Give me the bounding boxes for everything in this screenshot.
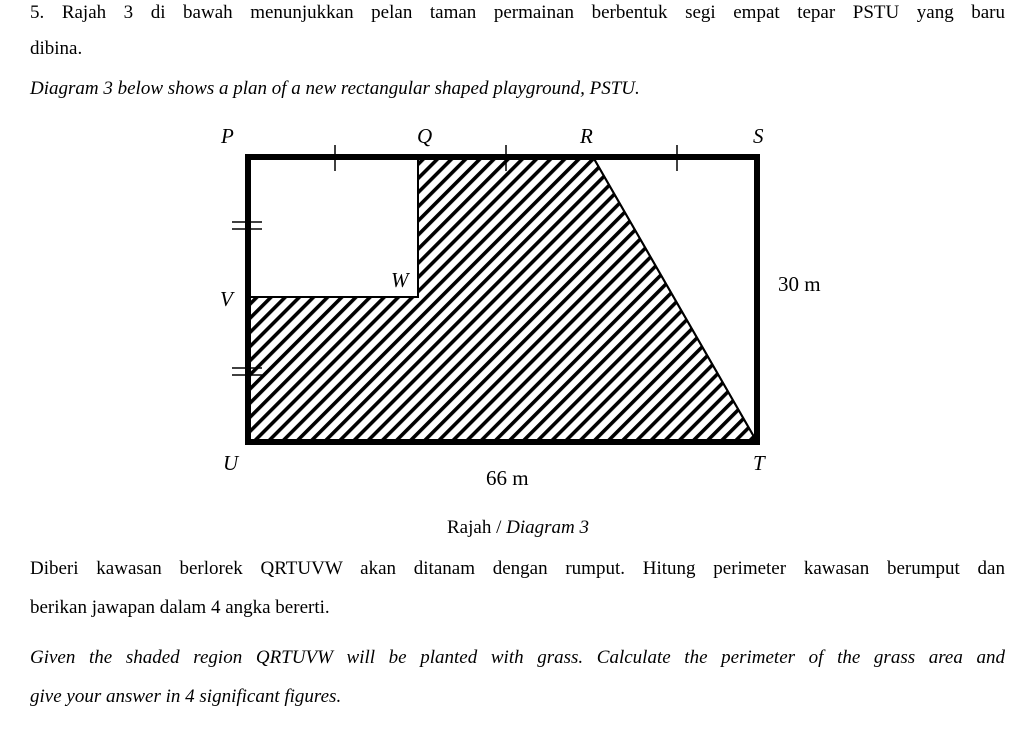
instruction-english-line-2: give your answer in 4 significant figures. [30,686,342,707]
question-malay-line-2: dibina. [30,38,83,59]
question-english: Diagram 3 below shows a plan of a new rectangular shaped playground, PSTU. [30,78,640,99]
shaded-region-qrtuvw [248,157,757,442]
label-r: R [580,124,593,148]
diagram-caption [0,516,1036,540]
instruction-english-line-1: Given the shaded region QRTUVW will be planted with grass. Calculate the perimeter of the grass area and [30,647,1005,668]
label-s: S [753,124,764,148]
instruction-malay-line-2: berikan jawapan dalam 4 angka bererti. [30,597,330,618]
label-u: U [223,451,239,475]
label-q: Q [417,124,433,148]
label-v: V [220,287,233,311]
label-p: P [221,124,234,148]
label-t: T [753,451,765,475]
label-w: W [391,268,409,292]
caption-english: Diagram 3 [506,517,589,538]
dimension-height: 30 m [778,272,821,296]
question-malay-text: Rajah 3 di bawah menunjukkan pelan taman permainan berbentuk segi empat tepar PSTU yang baru [61,2,1006,23]
question-number: 5. [30,2,45,23]
dimension-width: 66 m [486,466,529,490]
instruction-malay-line-1: Diberi kawasan berlorek QRTUVW akan ditanam dengan rumput. Hitung perimeter kawasan berumput dan [30,558,1005,579]
caption-malay: Rajah / [447,517,507,538]
